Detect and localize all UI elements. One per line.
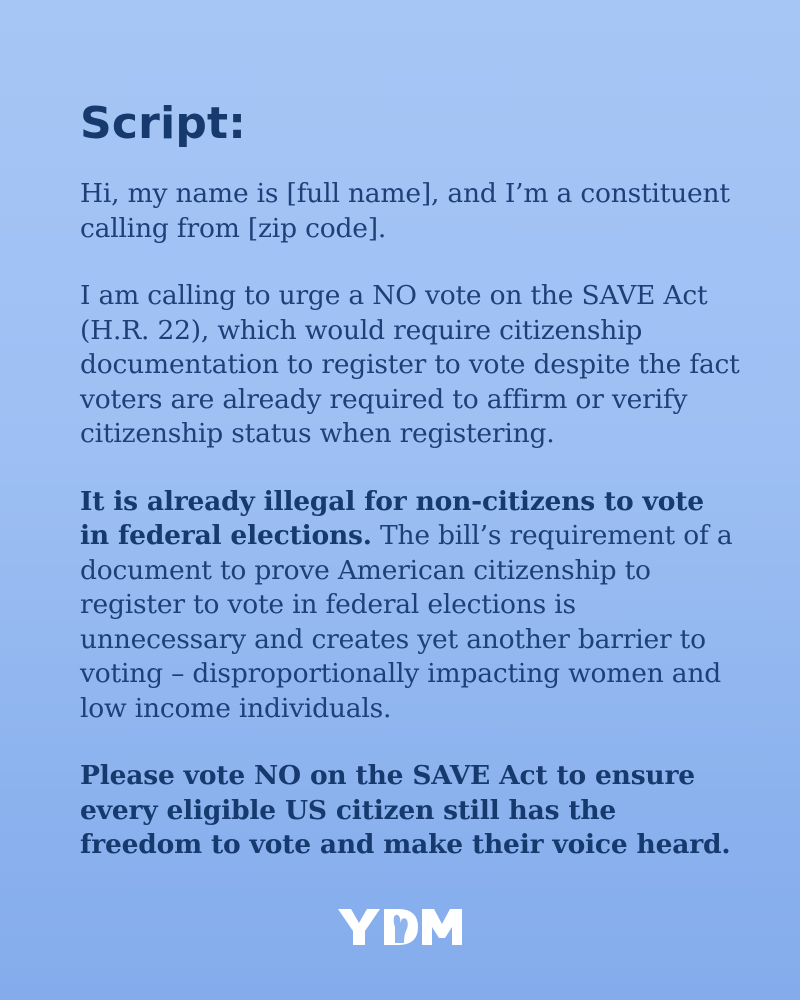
reason-bold-text: It is already illegal for non-citizens to vote in federal elections. <box>80 485 704 551</box>
reason-paragraph <box>80 485 740 727</box>
urge-paragraph: I am calling to urge a NO vote on the SAVE Act (H.R. 22), which would require citizenship documentation to register to vote despite the fact voters are already required to affirm or verify citizenship status when registering. <box>80 280 740 449</box>
michigan-mitten-icon <box>384 909 418 945</box>
reason-text: The bill’s requirement of a document to prove American citizenship to register to vote in federal elections is unnecessary and creates yet another barrier to voting – disproportionally impacting women and low income individuals. <box>80 520 733 724</box>
closing-bold-text: Please vote NO on the SAVE Act to ensure every eligible US citizen still has the freedom to vote and make their voice heard. <box>80 760 731 860</box>
logo-letter-y <box>338 909 380 945</box>
ydm-logo <box>0 905 800 949</box>
script-card <box>80 96 740 863</box>
script-heading: Script: <box>80 98 247 149</box>
intro-paragraph: Hi, my name is [full name], and I’m a constituent calling from [zip code]. <box>80 178 730 244</box>
closing-paragraph <box>80 759 740 863</box>
logo-letter-m <box>422 909 462 945</box>
